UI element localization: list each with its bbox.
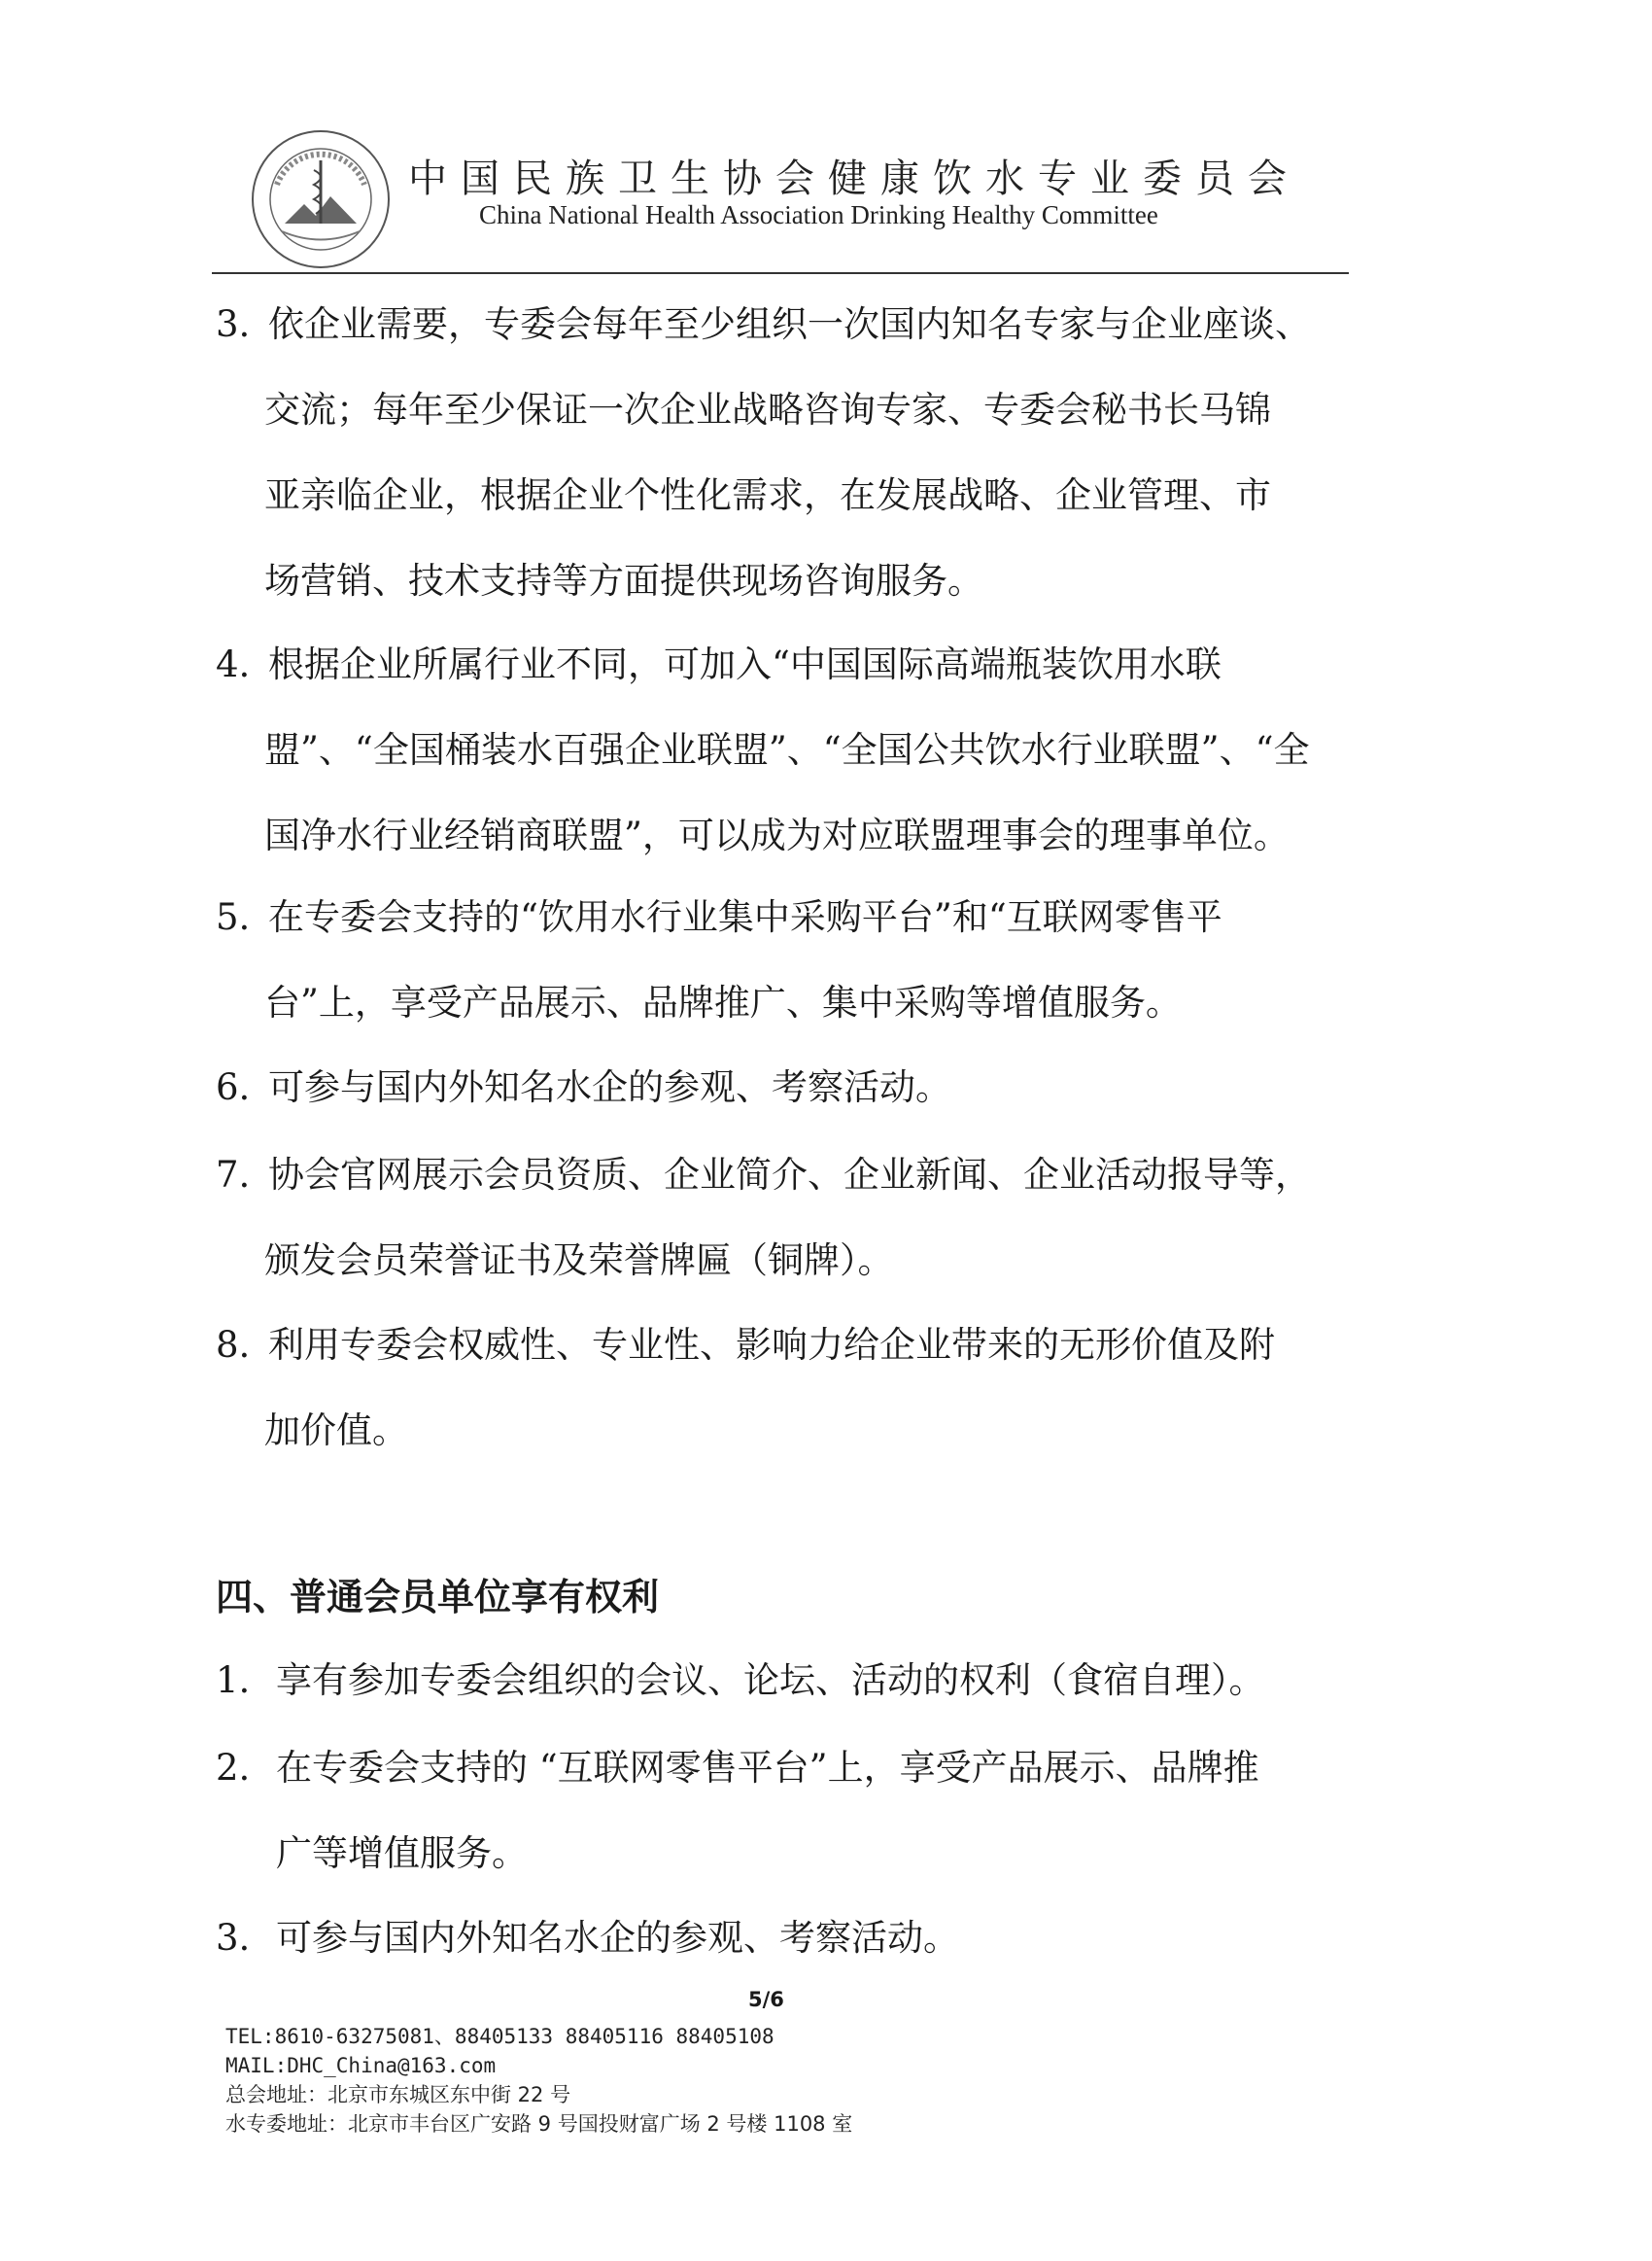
item-number: 3. <box>216 1917 251 1959</box>
footer-committee-address: 水专委地址：北京市丰台区广安路 9 号国投财富广场 2 号楼 1108 室 <box>225 2112 853 2136</box>
header-divider <box>212 272 1349 274</box>
item-number: 8. <box>216 1324 251 1366</box>
section-heading: 四、普通会员单位享有权利 <box>216 1575 660 1618</box>
item-text-line: 盟”、“全国桶装水百强企业联盟”、“全国公共饮水行业联盟”、“全 <box>264 729 1310 771</box>
item-number: 7. <box>216 1154 251 1196</box>
item-text-line: 国净水行业经销商联盟”，可以成为对应联盟理事会的理事单位。 <box>264 815 1290 856</box>
list-item-3 <box>216 282 1362 624</box>
item-text-line: 协会官网展示会员资质、企业简介、企业新闻、企业活动报导等， <box>268 1154 1311 1196</box>
item-text-line: 亚亲临企业，根据企业个性化需求，在发展战略、企业管理、市 <box>264 474 1271 516</box>
section4-item-2 <box>216 1725 1362 1896</box>
item-text-line: 加价值。 <box>264 1409 408 1451</box>
list-item-5 <box>216 875 1362 1046</box>
item-number: 5. <box>216 896 251 938</box>
association-seal-logo <box>248 126 394 272</box>
item-number: 1. <box>216 1659 251 1701</box>
org-name-english: China National Health Association Drinking Healthy Committee <box>479 200 1158 229</box>
footer-hq-address: 总会地址：北京市东城区东中街 22 号 <box>225 2083 571 2106</box>
item-text-line: 享有参加专委会组织的会议、论坛、活动的权利（食宿自理）。 <box>276 1659 1265 1701</box>
list-item-8 <box>216 1303 1362 1474</box>
section4-item-3 <box>216 1896 1362 1981</box>
item-text-line: 可参与国内外知名水企的参观、考察活动。 <box>268 1066 951 1108</box>
item-number: 6. <box>216 1066 251 1108</box>
item-text-line: 在专委会支持的 “互联网零售平台”上，享受产品展示、品牌推 <box>276 1747 1259 1789</box>
footer-email: MAIL:DHC_China@163.com <box>225 2054 497 2077</box>
list-item-7 <box>216 1132 1362 1304</box>
item-text-line: 依企业需要，专委会每年至少组织一次国内知名专家与企业座谈、 <box>268 303 1311 345</box>
page-number: 5/6 <box>748 1988 784 2011</box>
list-item-6 <box>216 1045 1362 1130</box>
footer-phone: TEL:8610-63275081、88405133 88405116 88405108 <box>225 2025 774 2048</box>
org-name-chinese: 中国民族卫生协会健康饮水专业委员会 <box>408 157 1300 201</box>
item-number: 3. <box>216 303 251 345</box>
list-item-4 <box>216 622 1362 879</box>
item-text-line: 根据企业所属行业不同，可加入“中国国际高端瓶装饮用水联 <box>268 644 1222 685</box>
item-text-line: 交流；每年至少保证一次企业战略咨询专家、专委会秘书长马锦 <box>264 389 1271 431</box>
item-text-line: 可参与国内外知名水企的参观、考察活动。 <box>276 1917 959 1959</box>
contact-footer <box>225 2022 852 2139</box>
item-text-line: 在专委会支持的“饮用水行业集中采购平台”和“互联网零售平 <box>268 896 1222 938</box>
item-number: 4. <box>216 644 251 685</box>
item-text-line: 广等增值服务。 <box>276 1832 528 1874</box>
item-text-line: 场营销、技术支持等方面提供现场咨询服务。 <box>264 560 983 602</box>
section4-item-1 <box>216 1638 1362 1723</box>
item-text-line: 颁发会员荣誉证书及荣誉牌匾（铜牌）。 <box>264 1239 894 1281</box>
item-text-line: 台”上，享受产品展示、品牌推广、集中采购等增值服务。 <box>264 982 1182 1024</box>
item-number: 2. <box>216 1747 251 1789</box>
item-text-line: 利用专委会权威性、专业性、影响力给企业带来的无形价值及附 <box>268 1324 1275 1366</box>
